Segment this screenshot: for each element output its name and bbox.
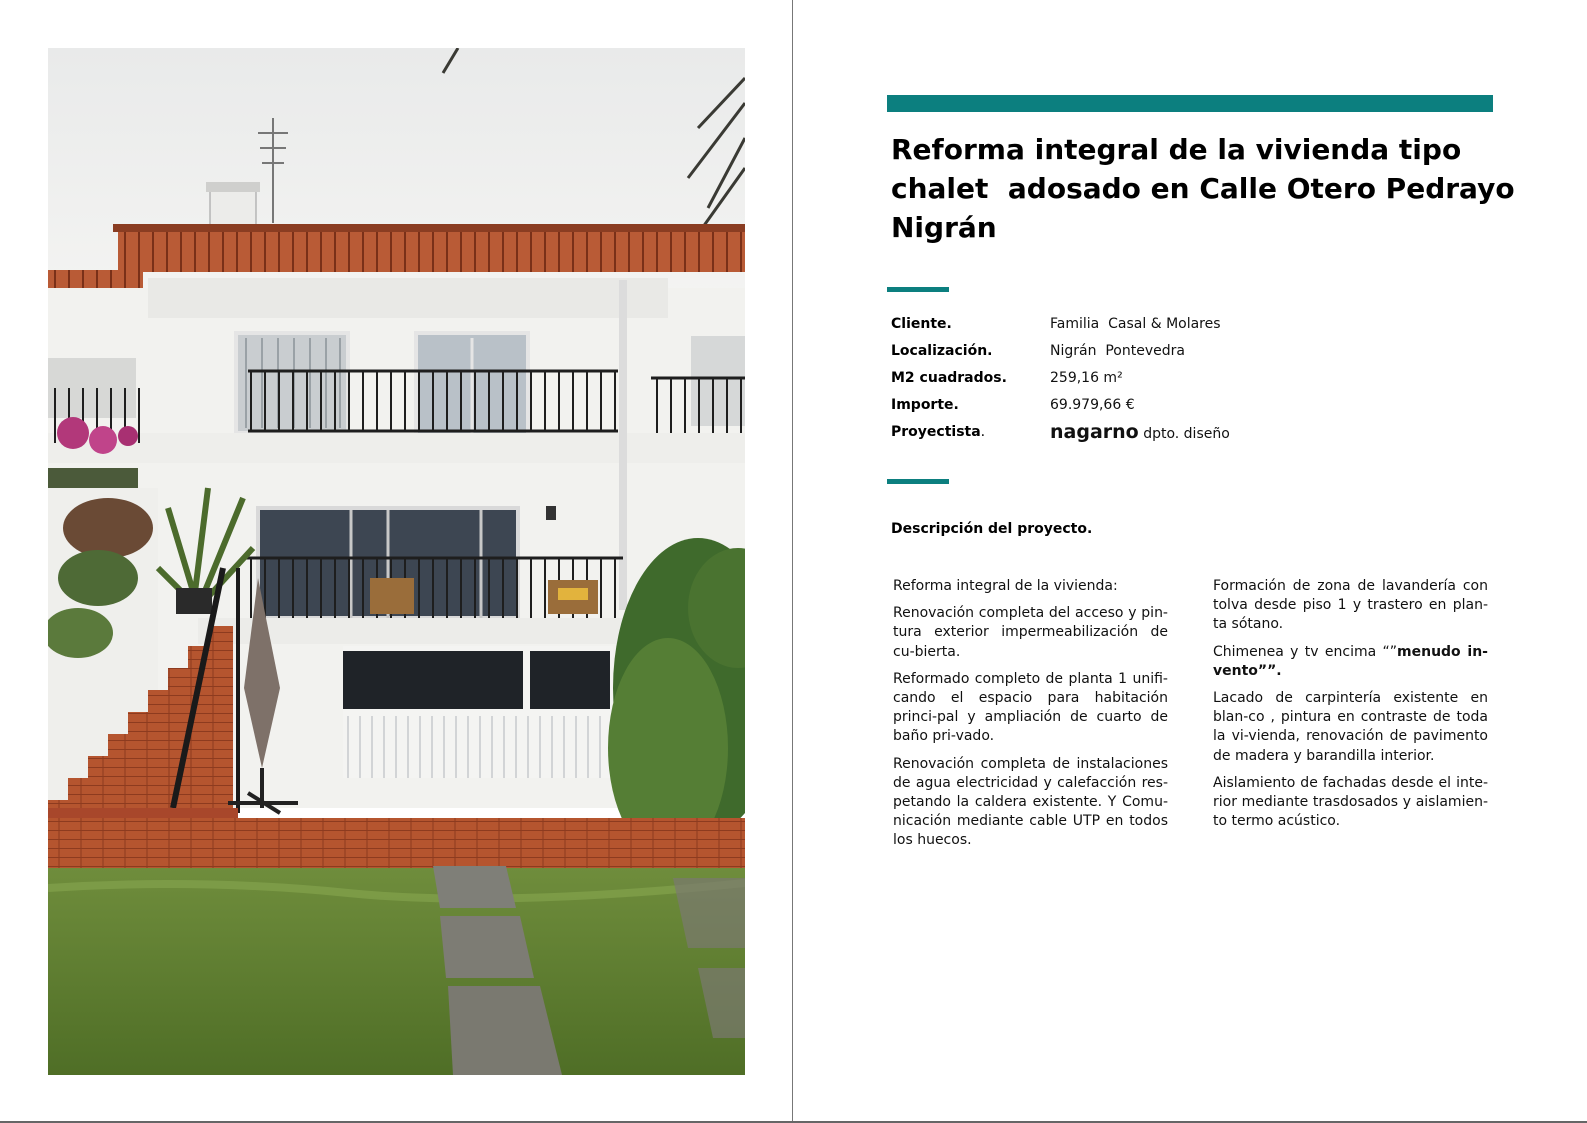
house-photo — [48, 48, 745, 1075]
info-label — [891, 419, 985, 446]
description-paragraph: Renovación completa del acceso y pin-tura exterior impermeabilización de cu-bierta. — [893, 605, 1168, 660]
description-paragraph: Lacado de carpintería existente en blan-co , pintura en contraste de toda la vi-vienda, renovación de pavimento de madera y barandilla interior. — [1213, 690, 1488, 764]
info-label: Cliente. — [891, 316, 952, 332]
info-row-cliente — [891, 311, 1491, 338]
description-paragraph: Reformado completo de planta 1 unifi-cando el espacio para habitación princi-pal y ampliación de cuarto de baño pri-vado. — [893, 670, 1168, 745]
proyectista-label: Proyectista — [891, 424, 981, 440]
info-label: Localización. — [891, 343, 993, 359]
paragraph-bold-text: menudo in-vento””. — [1213, 643, 1488, 679]
title-line: chalet adosado en Calle Otero Pedrayo — [891, 172, 1515, 205]
info-row-proyectista — [891, 419, 1491, 449]
description-paragraph: Aislamiento de fachadas desde el inte-rior mediante trasdosados y aislamien-to termo acústico. — [1213, 774, 1488, 830]
description-paragraph — [1213, 643, 1488, 681]
info-row-m2 — [891, 365, 1491, 392]
page-divider — [792, 0, 793, 1123]
header-accent-bar — [887, 95, 1493, 112]
paragraph-text: Chimenea y tv encima “” — [1213, 643, 1398, 660]
description-paragraph: Reforma integral de la vivienda: — [893, 578, 1118, 594]
proyectista-punct: . — [980, 424, 986, 440]
info-value: Nigrán Pontevedra — [1050, 343, 1185, 359]
info-label: M2 cuadrados. — [891, 370, 1007, 386]
description-paragraph: Formación de zona de lavandería con tolva desde piso 1 y trastero en plan-ta sótano. — [1213, 578, 1488, 633]
title-line: Reforma integral de la vivienda tipo — [891, 133, 1462, 166]
info-row-importe — [891, 392, 1491, 419]
section-accent-line — [887, 479, 949, 484]
project-title — [891, 130, 1515, 247]
description-heading: Descripción del proyecto. — [891, 521, 1093, 537]
info-value — [1050, 419, 1230, 448]
info-label: Importe. — [891, 397, 959, 413]
info-value: 69.979,66 € — [1050, 397, 1135, 413]
info-row-localizacion — [891, 338, 1491, 365]
description-paragraph: Renovación completa de instalaciones de agua electricidad y calefacción res-petando la caldera existente. Y Comu-nicación mediante cable UTP en todos los huecos. — [893, 755, 1168, 849]
description-column-1 — [893, 577, 1168, 859]
description-column-2 — [1213, 577, 1488, 839]
info-value: Familia Casal & Molares — [1050, 316, 1221, 332]
brand-department: dpto. diseño — [1143, 426, 1230, 442]
project-info-table — [891, 311, 1491, 449]
brand-name: nagarno — [1050, 421, 1139, 443]
section-accent-line — [887, 287, 949, 292]
title-line: Nigrán — [891, 211, 997, 244]
info-value: 259,16 m² — [1050, 370, 1123, 386]
